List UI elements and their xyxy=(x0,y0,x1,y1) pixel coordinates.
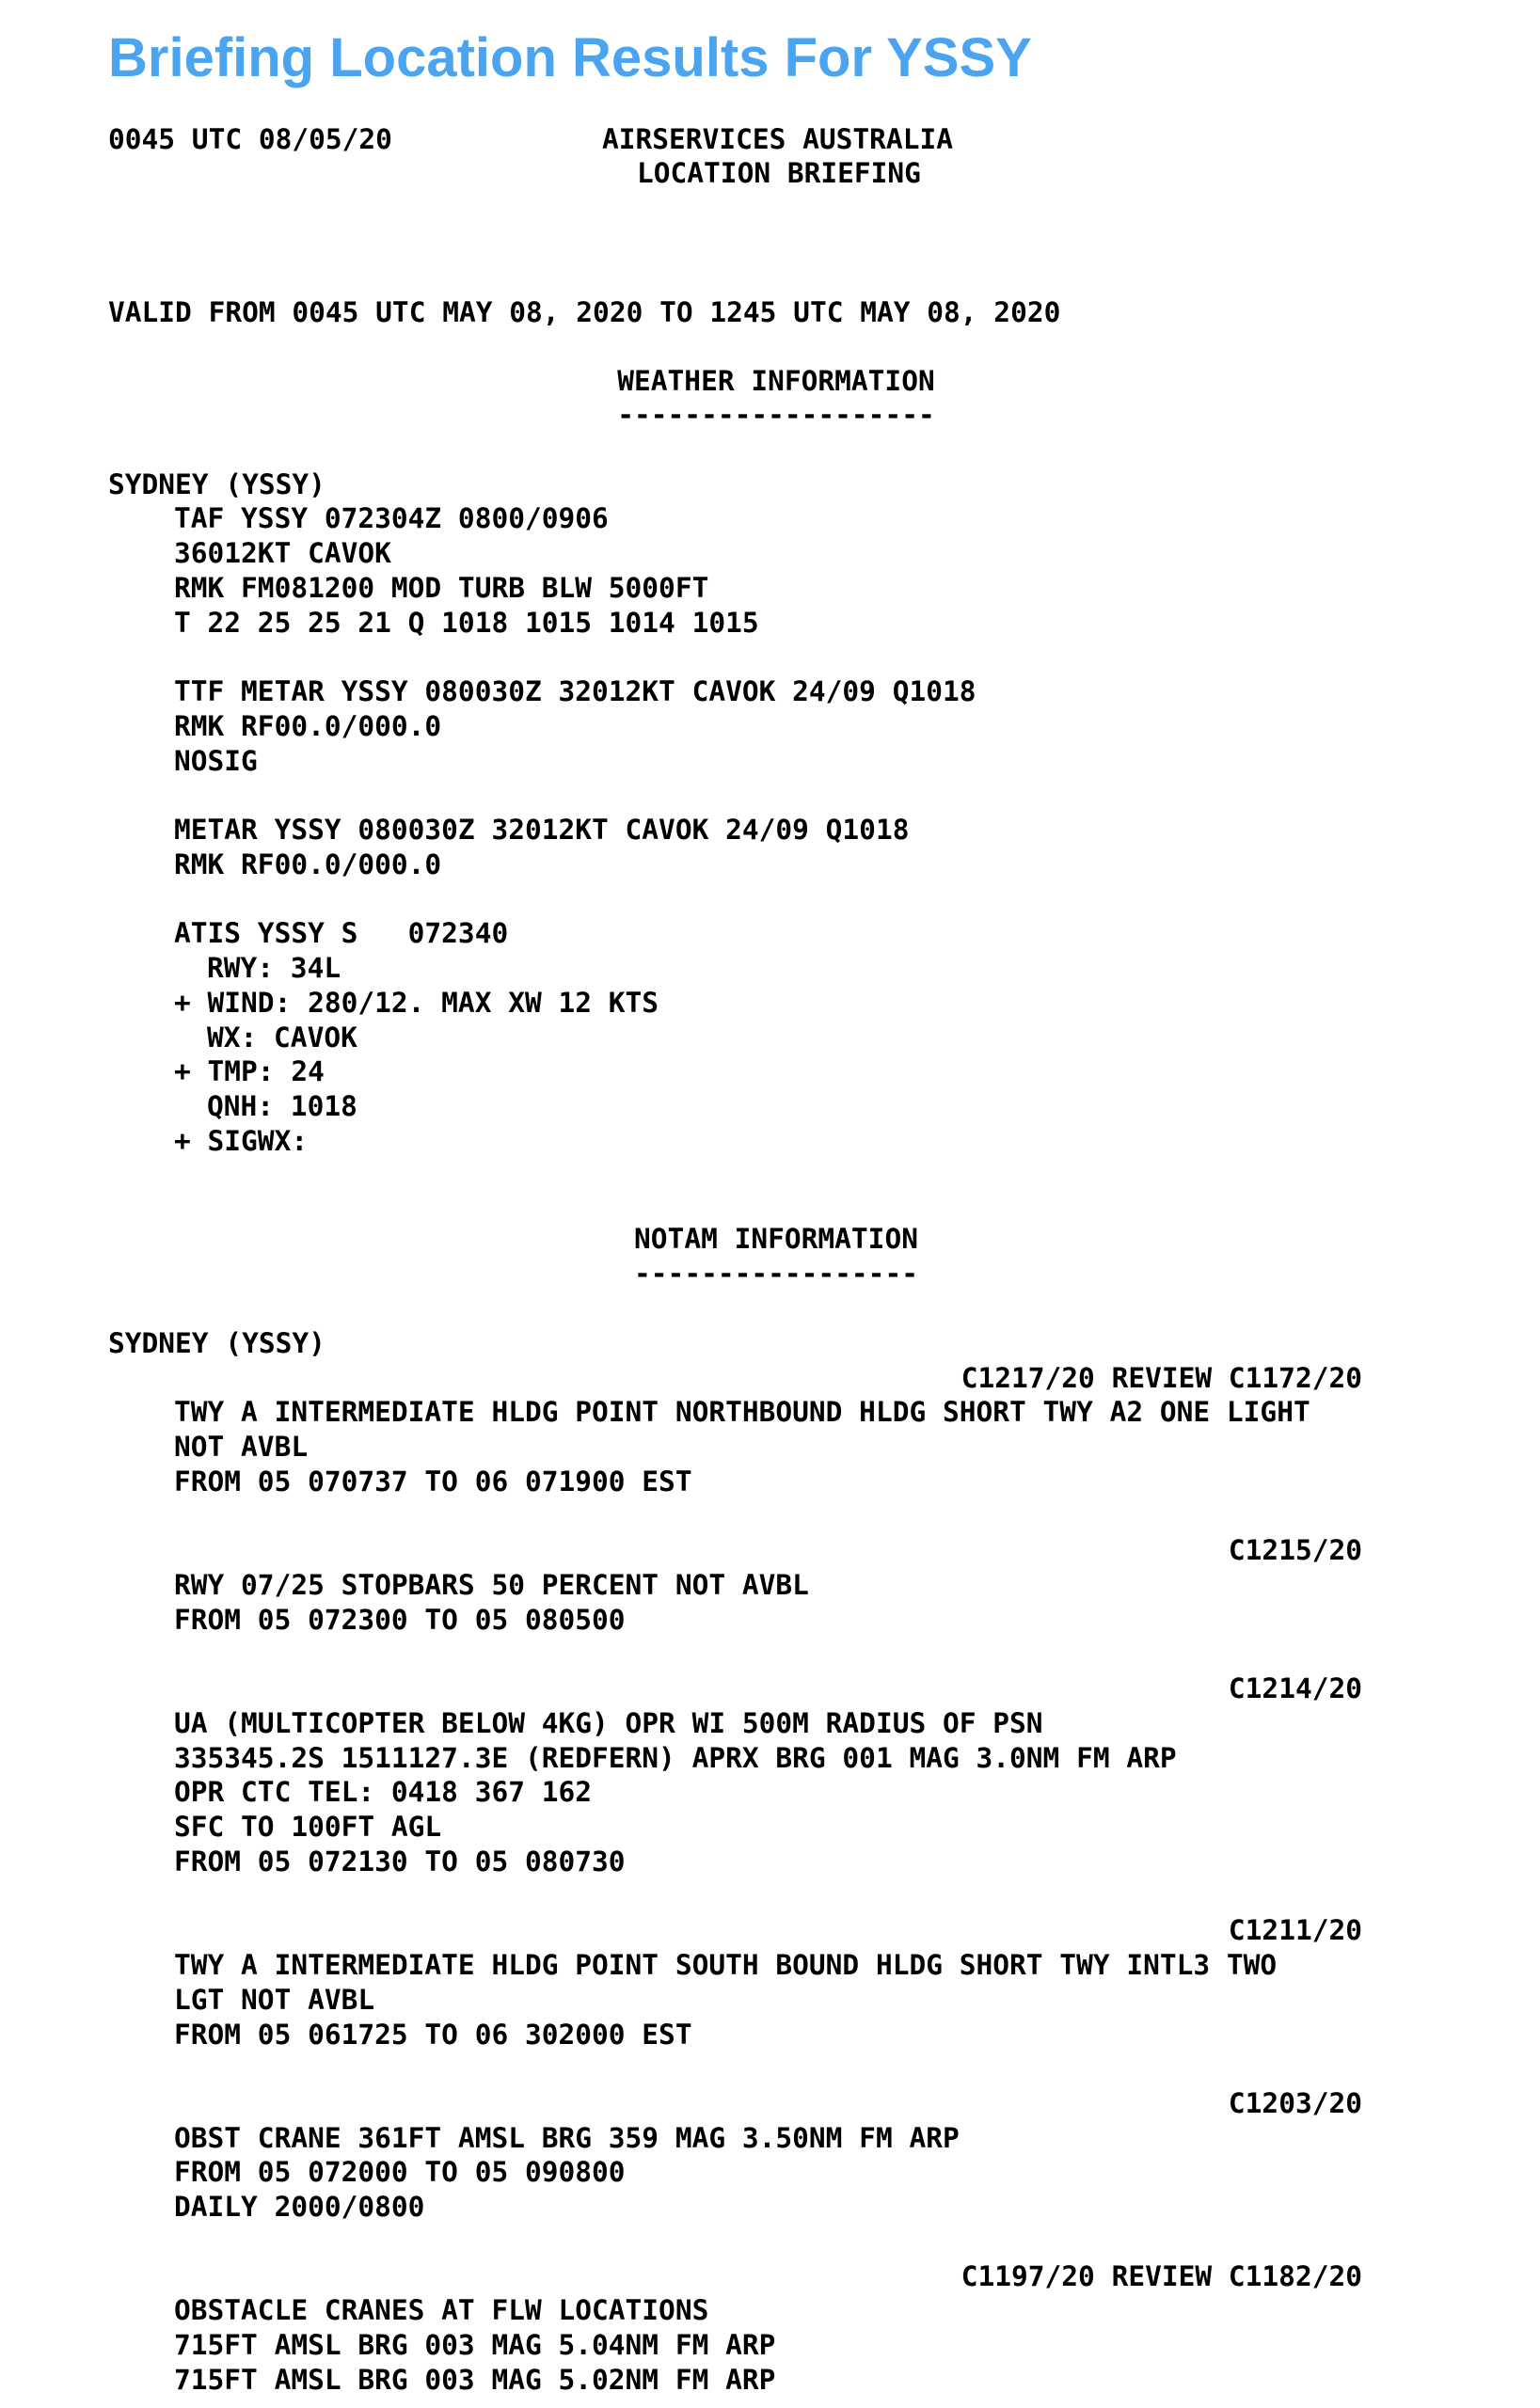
atis-wind: + WIND: 280/12. MAX XW 12 KTS xyxy=(174,987,659,1019)
notam-line: FROM 05 072000 TO 05 090800 xyxy=(174,2156,626,2188)
notam-location: SYDNEY (YSSY) xyxy=(108,1327,325,1359)
validity-period: VALID FROM 0045 UTC MAY 08, 2020 TO 1245 UTC MAY 08, 2020 xyxy=(108,296,1061,328)
taf-line: TAF YSSY 072304Z 0800/0906 xyxy=(174,502,609,534)
notam-line: TWY A INTERMEDIATE HLDG POINT SOUTH BOUND HLDG SHORT TWY INTL3 TWO xyxy=(174,1949,1278,1981)
atis-sigwx: + SIGWX: xyxy=(174,1125,309,1157)
notam-line: FROM 05 072300 TO 05 080500 xyxy=(174,1604,626,1636)
notam-line: TWY A INTERMEDIATE HLDG POINT NORTHBOUND HLDG SHORT TWY A2 ONE LIGHT xyxy=(174,1396,1310,1428)
taf-line: RMK FM081200 MOD TURB BLW 5000FT xyxy=(174,572,709,604)
ttf-line: TTF METAR YSSY 080030Z 32012KT CAVOK 24/09 Q1018 xyxy=(174,675,976,707)
weather-heading-rule: ------------------- xyxy=(617,399,935,431)
briefing-timestamp: 0045 UTC 08/05/20 xyxy=(108,123,392,155)
notam-line: UA (MULTICOPTER BELOW 4KG) OPR WI 500M RADIUS OF PSN xyxy=(174,1707,1043,1739)
notam-id: C1203/20 xyxy=(1228,2087,1362,2119)
notam-line: OBSTACLE CRANES AT FLW LOCATIONS xyxy=(174,2294,709,2326)
metar-line: METAR YSSY 080030Z 32012KT CAVOK 24/09 Q1018 xyxy=(174,814,910,846)
issuing-organization: AIRSERVICES AUSTRALIA xyxy=(602,123,953,155)
notam-line: FROM 05 070737 TO 06 071900 EST xyxy=(174,1465,692,1497)
notam-id: C1197/20 REVIEW C1182/20 xyxy=(961,2260,1362,2292)
notam-line: 715FT AMSL BRG 003 MAG 5.04NM FM ARP xyxy=(174,2329,776,2361)
notam-line: FROM 05 072130 TO 05 080730 xyxy=(174,1846,626,1877)
notam-line: FROM 05 061725 TO 06 302000 EST xyxy=(174,2019,692,2051)
notam-line: RWY 07/25 STOPBARS 50 PERCENT NOT AVBL xyxy=(174,1569,809,1601)
notam-line: SFC TO 100FT AGL xyxy=(174,1811,442,1843)
ttf-line: RMK RF00.0/000.0 xyxy=(174,710,442,742)
notam-line: 715FT AMSL BRG 003 MAG 5.02NM FM ARP xyxy=(174,2364,776,2396)
ttf-line: NOSIG xyxy=(174,745,258,777)
page-title: Briefing Location Results For YSSY xyxy=(108,27,1032,88)
atis-header: ATIS YSSY S 072340 xyxy=(174,917,509,949)
taf-line: T 22 25 25 21 Q 1018 1015 1014 1015 xyxy=(174,607,759,639)
notam-line: OPR CTC TEL: 0418 367 162 xyxy=(174,1776,593,1808)
weather-location: SYDNEY (YSSY) xyxy=(108,468,325,500)
atis-qnh: QNH: 1018 xyxy=(207,1090,357,1122)
weather-section-heading: WEATHER INFORMATION xyxy=(617,365,935,397)
metar-line: RMK RF00.0/000.0 xyxy=(174,848,442,880)
notam-line: LGT NOT AVBL xyxy=(174,1984,375,2016)
notam-line: NOT AVBL xyxy=(174,1431,309,1463)
notam-line: OBST CRANE 361FT AMSL BRG 359 MAG 3.50NM FM ARP xyxy=(174,2122,960,2154)
notam-section-heading: NOTAM INFORMATION xyxy=(634,1223,918,1255)
taf-line: 36012KT CAVOK xyxy=(174,537,391,569)
atis-weather: WX: CAVOK xyxy=(207,1022,357,1054)
notam-line: DAILY 2000/0800 xyxy=(174,2191,425,2223)
atis-temperature: + TMP: 24 xyxy=(174,1055,325,1087)
notam-heading-rule: ----------------- xyxy=(634,1258,918,1290)
notam-id: C1217/20 REVIEW C1172/20 xyxy=(961,1362,1362,1394)
atis-runway: RWY: 34L xyxy=(207,952,341,984)
briefing-type: LOCATION BRIEFING xyxy=(637,157,921,189)
notam-id: C1215/20 xyxy=(1228,1534,1362,1566)
notam-id: C1211/20 xyxy=(1228,1914,1362,1946)
notam-id: C1214/20 xyxy=(1228,1672,1362,1704)
notam-line: 335345.2S 1511127.3E (REDFERN) APRX BRG 001 MAG 3.0NM FM ARP xyxy=(174,1742,1177,1774)
